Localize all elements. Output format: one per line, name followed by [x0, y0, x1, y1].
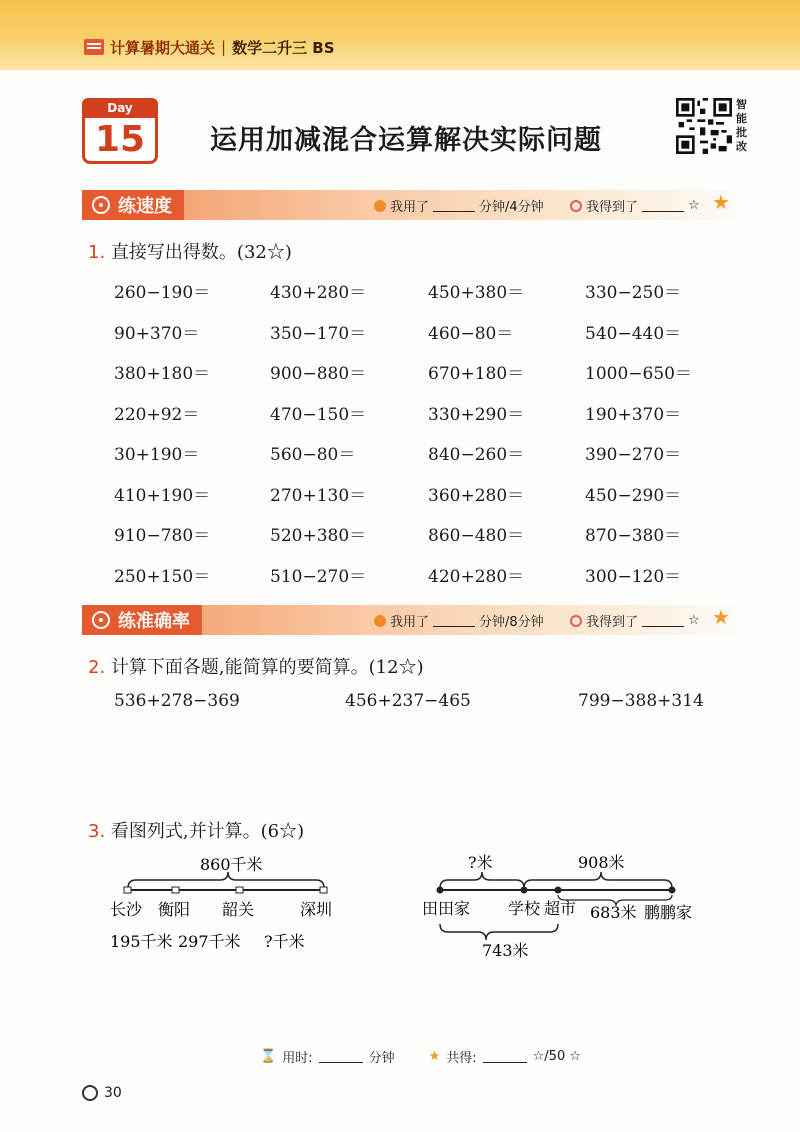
route-diagram-left [110, 850, 360, 960]
series-title: 计算暑期大通关 [110, 38, 216, 57]
calc-item: 190+370＝ [585, 404, 682, 425]
star-icon: ★ [428, 1049, 441, 1064]
mid-label: 683米 [590, 903, 637, 922]
calc-item: 910−780＝ [114, 526, 211, 546]
node-shaoguan [236, 887, 243, 893]
place-1: 长沙 [110, 900, 143, 919]
day-badge [82, 98, 158, 164]
calc-item: 520+380＝ [270, 526, 367, 546]
place-2: 衡阳 [158, 900, 191, 919]
calc-item: 390−270＝ [585, 445, 682, 465]
time-used: 我用了 分钟/4分钟 [374, 196, 544, 215]
node-tiantian [437, 887, 444, 894]
q2-expr-2: 456+237−465 [345, 691, 471, 711]
calc-item: 330+290＝ [428, 404, 525, 425]
calc-item: 840−260＝ [428, 445, 525, 465]
calc-item: 350−170＝ [270, 323, 367, 344]
q2-expr-3: 799−388+314 [578, 691, 704, 711]
total-score-blank[interactable] [483, 1051, 527, 1063]
calc-item: 430+280＝ [270, 283, 367, 303]
calc-item: 410+190＝ [114, 485, 211, 506]
calc-item: 250+150＝ [114, 566, 211, 587]
route-diagram-right [418, 850, 708, 960]
clock-icon [374, 615, 386, 627]
node-market [555, 887, 562, 894]
calc-item: 670+180＝ [428, 364, 525, 384]
place-r3: 超市 [544, 899, 577, 918]
hourglass-icon: ⌛ [260, 1049, 277, 1064]
qr-code-icon[interactable] [676, 98, 732, 154]
node-pengpeng [669, 887, 676, 894]
calc-item: 450−290＝ [585, 485, 682, 506]
book-icon [84, 39, 104, 55]
section-accuracy-title: 练准确率 [118, 611, 190, 632]
calc-item: 30+190＝ [114, 445, 200, 465]
unknown-brace [440, 872, 524, 888]
node-hengyang [172, 887, 179, 893]
section-accuracy-tag [82, 605, 202, 635]
segment-2: 297千米 [178, 932, 241, 951]
calc-item: 1000−650＝ [585, 364, 692, 384]
calc-item: 330−250＝ [585, 283, 682, 303]
place-r4: 鹏鹏家 [644, 903, 693, 922]
series-header [84, 36, 335, 58]
score-blank[interactable] [642, 200, 684, 212]
check-icon [570, 200, 582, 212]
node-shenzhen [320, 887, 327, 893]
calc-item: 560−80＝ [270, 445, 356, 465]
calc-item: 420+280＝ [428, 566, 525, 587]
calc-item: 450+380＝ [428, 283, 525, 303]
separator: | [221, 38, 227, 56]
section-speed-title: 练速度 [118, 196, 172, 217]
stopwatch-icon [92, 196, 110, 214]
calc-item: 270+130＝ [270, 485, 367, 506]
calc-item: 860−480＝ [428, 526, 525, 546]
time-used-2: 我用了 分钟/8分钟 [374, 611, 544, 630]
calc-item: 380+180＝ [114, 364, 211, 384]
total-label: 860千米 [200, 855, 263, 874]
node-school [521, 887, 528, 894]
top-left-label: ?米 [468, 853, 493, 872]
time-used-blank[interactable] [433, 200, 475, 212]
top-band [0, 0, 800, 70]
calc-item: 260−190＝ [114, 283, 211, 303]
target-icon [92, 611, 110, 629]
calc-item: 360+280＝ [428, 485, 525, 506]
page-number: 30 [82, 1085, 122, 1101]
check-icon [570, 615, 582, 627]
footer: ⌛ 用时: 分钟 ★ 共得: ☆/50 ☆ [260, 1049, 582, 1066]
q1-heading: 1. 直接写出得数。(32☆) [88, 242, 292, 263]
section-speed-tag [82, 190, 184, 220]
star-icon: ★ [712, 190, 730, 214]
calc-item: 90+370＝ [114, 323, 200, 344]
calc-item: 220+92＝ [114, 404, 200, 425]
q2-heading: 2. 计算下面各题,能简算的要简算。(12☆) [88, 657, 424, 678]
total-brace [128, 872, 324, 888]
calc-item: 900−880＝ [270, 364, 367, 384]
place-4: 深圳 [300, 900, 333, 919]
clock-icon [374, 200, 386, 212]
score-2: 我得到了 ☆ [570, 611, 700, 630]
score-blank-2[interactable] [642, 615, 684, 627]
sun-icon [82, 1085, 98, 1101]
place-r1: 田田家 [422, 899, 471, 918]
calc-item: 540−440＝ [585, 323, 682, 344]
q3-heading: 3. 看图列式,并计算。(6☆) [88, 821, 305, 842]
star-icon: ★ [712, 605, 730, 629]
bottom-brace [440, 924, 558, 940]
section-accuracy-bar [82, 605, 750, 635]
grade-label: 数学二升三 BS [232, 38, 335, 57]
qr-label: 智能批改 [736, 98, 747, 153]
calc-item: 870−380＝ [585, 526, 682, 546]
page-title: 运用加减混合运算解决实际问题 [210, 125, 602, 156]
segment-3: ?千米 [264, 932, 305, 951]
place-r2: 学校 [508, 899, 541, 918]
place-3: 韶关 [222, 900, 255, 919]
day-label: Day [82, 98, 158, 118]
total-time-blank[interactable] [319, 1051, 363, 1063]
top-right-brace [524, 872, 672, 888]
node-changsha [124, 887, 131, 893]
calc-item: 300−120＝ [585, 566, 682, 587]
calc-item: 470−150＝ [270, 404, 367, 425]
bottom-label: 743米 [482, 941, 529, 960]
score: 我得到了 ☆ [570, 196, 700, 215]
calc-item: 460−80＝ [428, 323, 514, 344]
section-speed-bar [82, 190, 750, 220]
day-number: 15 [94, 119, 146, 160]
top-right-label: 908米 [578, 853, 625, 872]
segment-1: 195千米 [110, 932, 173, 951]
q2-expr-1: 536+278−369 [114, 691, 240, 711]
time-used-blank-2[interactable] [433, 615, 475, 627]
calc-item: 510−270＝ [270, 566, 367, 587]
